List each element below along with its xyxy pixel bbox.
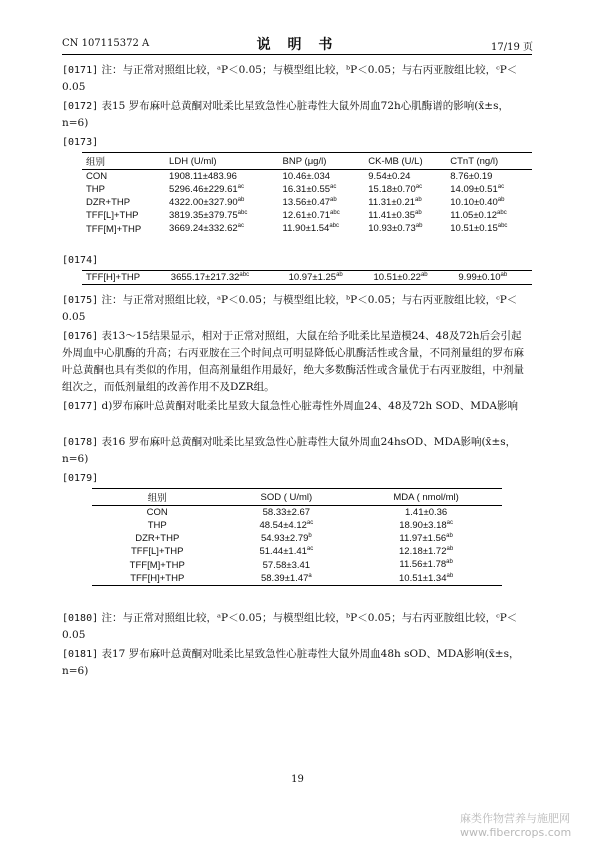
paragraph-0179 (62, 470, 98, 487)
significance-mark: ab (415, 210, 422, 217)
table-cell (82, 222, 165, 235)
table-cell (364, 209, 446, 222)
significance-mark: ac (237, 223, 245, 230)
table-cell (165, 183, 279, 196)
table-row (82, 271, 532, 285)
table-cell (82, 183, 165, 196)
cell-value: 15.18±0.70 (368, 184, 416, 196)
significance-mark: ac (306, 546, 314, 553)
cell-value: TFF[L]+THP (130, 546, 184, 558)
significance-mark: ab (330, 197, 337, 204)
table-row (92, 545, 502, 558)
significance-mark: abc (239, 272, 250, 278)
watermark-line1: 麻类作物营养与施肥网 (460, 812, 570, 825)
paragraph-tag: [0175] (62, 295, 99, 306)
paragraph-tag: [0180] (62, 613, 99, 624)
table-cell (92, 506, 222, 520)
table-row (82, 170, 532, 184)
cell-value: TFF[H]+THP (130, 572, 185, 584)
cell-value: 10.10±0.40 (450, 197, 498, 209)
table-row (92, 532, 502, 545)
paragraph-tag: [0179] (62, 473, 99, 484)
table-cell (350, 558, 502, 571)
cell-value: 4322.00±327.90 (169, 197, 238, 209)
cell-value: THP (147, 520, 167, 532)
cell-value: 12.61±0.71 (282, 210, 331, 222)
table-cell (82, 170, 165, 184)
table-15 (82, 152, 532, 236)
cell-value: 10.51±1.34 (399, 572, 447, 584)
cell-value: 18.90±3.18 (399, 520, 447, 532)
table-cell (82, 209, 165, 222)
significance-mark: ab (446, 572, 454, 579)
col-header: CK-MB (U/L) (368, 155, 423, 167)
table-cell (165, 170, 279, 184)
significance-mark: ac (330, 184, 337, 190)
col-header: 组别 (147, 493, 167, 504)
table-cell (364, 170, 446, 184)
table-cell (364, 183, 446, 196)
paragraph-tag: [0176] (62, 331, 99, 342)
watermark-line2: www.fibercrops.com (460, 826, 572, 839)
cell-value: 9.99±0.10 (458, 272, 501, 284)
paragraph-tag: [0172] (62, 101, 99, 112)
page-number: 19 (291, 774, 304, 785)
table-cell (165, 209, 279, 222)
table-cell (285, 271, 370, 285)
table-cell (446, 170, 532, 184)
table-cell (369, 271, 454, 285)
significance-mark: abc (497, 223, 508, 230)
col-header: LDH (U/ml) (169, 155, 217, 167)
table-row (82, 222, 532, 235)
paragraph-0174 (62, 252, 98, 269)
cell-value: 57.58±3.41 (262, 559, 311, 571)
cell-value: 16.31±0.55 (282, 184, 331, 196)
paragraph-0178 (62, 434, 532, 468)
paragraph-tag: [0178] (62, 437, 99, 448)
cell-value: 11.41±0.35 (368, 210, 416, 222)
significance-mark: ab (420, 272, 428, 278)
paragraph-0173 (62, 134, 98, 151)
watermark (460, 810, 571, 839)
significance-mark: ab (446, 546, 454, 553)
paragraph-tag: [0173] (62, 137, 99, 148)
table-cell (222, 545, 350, 558)
table-cell (446, 183, 532, 196)
significance-mark: abc (329, 223, 340, 230)
cell-value: 13.56±0.47 (282, 197, 331, 209)
significance-mark: abc (330, 210, 340, 217)
significance-mark: ac (415, 184, 423, 190)
col-header: SOD ( U/ml) (260, 491, 313, 503)
paragraph-0177 (62, 398, 532, 415)
significance-mark: ac (497, 184, 505, 190)
cell-value: TFF[L]+THP (86, 210, 139, 222)
cell-value: 1.41±0.36 (405, 507, 448, 518)
paragraph-0176 (62, 328, 532, 396)
cell-value: 58.33±2.67 (262, 507, 311, 518)
paragraph-text: d)罗布麻叶总黄酮对吡柔比星致大鼠急性心脏毒性外周血24、48及72h SOD、MDA影响 (101, 400, 518, 412)
cell-value: CON (146, 507, 168, 518)
significance-mark: ab (336, 272, 343, 278)
cell-value: 11.90±1.54 (282, 223, 330, 235)
paragraph-0180 (62, 610, 532, 644)
table-cell (279, 222, 365, 235)
table-cell (279, 170, 365, 184)
table-cell (222, 506, 350, 520)
paragraph-text: 注：与正常对照组比较，ᵃP＜0.05；与模型组比较，ᵇP＜0.05；与右丙亚胺组比较，ᶜP＜0.05 (62, 294, 518, 323)
table-cell (92, 572, 222, 586)
table-cell (350, 532, 502, 545)
table-cell (222, 572, 350, 586)
significance-mark: ab (415, 223, 423, 230)
table-cell (82, 271, 167, 285)
table-cell (364, 196, 446, 209)
paragraph-text: 注：与正常对照组比较，ᵃP＜0.05；与模型组比较，ᵇP＜0.05；与右丙亚胺组比较，ᶜP＜0.05 (62, 64, 518, 93)
table-row (82, 209, 532, 222)
table-caption: 表15 罗布麻叶总黄酮对吡柔比星致急性心脏毒性大鼠外周血72h心肌酶谱的影响(x̄±s，n=6) (62, 100, 509, 129)
table-15-continued (82, 270, 532, 285)
table-cell (279, 209, 365, 222)
significance-mark: ab (446, 559, 453, 566)
table-cell (222, 558, 350, 571)
significance-mark: abc (497, 210, 507, 217)
table-row (82, 196, 532, 209)
cell-value: THP (86, 184, 105, 196)
table-cell (350, 572, 502, 586)
cell-value: 8.76±0.19 (450, 171, 493, 182)
cell-value: 11.56±1.78 (399, 559, 447, 571)
significance-mark: ac (306, 520, 314, 526)
paragraph-tag: [0174] (62, 255, 99, 266)
table-cell (222, 532, 350, 545)
col-header: 组别 (86, 157, 106, 168)
table-16 (92, 488, 502, 586)
cell-value: 11.31±0.21 (368, 197, 416, 209)
cell-value: 12.18±1.72 (399, 546, 447, 558)
cell-value: 3819.35±379.75 (169, 210, 238, 222)
cell-value: CON (86, 171, 108, 182)
table-row (82, 183, 532, 196)
cell-value: 10.51±0.15 (450, 223, 498, 235)
cell-value: 11.97±1.56 (399, 533, 447, 545)
significance-mark: a (308, 572, 312, 579)
table-cell (165, 222, 279, 235)
table-cell (446, 209, 532, 222)
paragraph-text: 注：与正常对照组比较，ᵃP＜0.05；与模型组比较，ᵇP＜0.05；与右丙亚胺组比较，ᶜP＜0.05 (62, 612, 518, 641)
cell-value: 54.93±2.79 (260, 533, 309, 545)
significance-mark: ab (446, 533, 453, 540)
table-cell (350, 545, 502, 558)
cell-value: 10.51±0.22 (373, 272, 421, 284)
col-header: CTnT (ng/l) (450, 155, 499, 167)
table-row (92, 519, 502, 532)
table-cell (350, 519, 502, 532)
table-cell (92, 519, 222, 532)
table-cell (222, 519, 350, 532)
table-row (92, 558, 502, 571)
table-cell (92, 545, 222, 558)
table-row (92, 506, 502, 520)
table-cell (167, 271, 285, 285)
paragraph-0181 (62, 646, 532, 680)
cell-value: TFF[H]+THP (86, 272, 141, 284)
table-cell (446, 196, 532, 209)
table-cell (92, 558, 222, 571)
paragraph-tag: [0181] (62, 649, 99, 660)
table-cell (446, 222, 532, 235)
cell-value: 5296.46±229.61 (169, 184, 238, 196)
cell-value: 1908.11±483.96 (169, 171, 237, 182)
table-row (92, 572, 502, 586)
cell-value: DZR+THP (86, 197, 131, 209)
cell-value: 58.39±1.47 (260, 572, 309, 584)
significance-mark: ab (415, 197, 422, 204)
table-cell (454, 271, 532, 285)
significance-mark: abc (237, 210, 248, 217)
cell-value: TFF[M]+THP (86, 223, 142, 235)
paragraph-tag: [0171] (62, 65, 99, 76)
page-title: 说 明 书 (256, 37, 339, 53)
table-cell (165, 196, 279, 209)
cell-value: 48.54±4.12 (259, 520, 307, 532)
paragraph-0175 (62, 292, 532, 326)
table-cell (364, 222, 446, 235)
significance-mark: ab (497, 197, 505, 204)
cell-value: TFF[M]+THP (129, 559, 185, 571)
paragraph-0172 (62, 98, 532, 132)
table-cell (82, 196, 165, 209)
cell-value: 3669.24±332.62 (169, 223, 238, 235)
significance-mark: ab (500, 272, 508, 278)
page-indicator: 17/19 页 (491, 42, 533, 53)
table-caption: 表16 罗布麻叶总黄酮对吡柔比星致急性心脏毒性大鼠外周血24hsOD、MDA影响(x̄±s，n=6) (62, 436, 517, 465)
table-cell (92, 532, 222, 545)
cell-value: DZR+THP (135, 533, 180, 545)
paragraph-text: 表13～15结果显示，相对于正常对照组，大鼠在给予吡柔比星造模24、48及72h后会引起外周血中心肌酶的升高；右丙亚胺在三个时间点可明显降低心肌酶活性或含量，不同剂量组的罗布麻叶总黄酮也具有类似的作用，但高剂量组作用最好，绝大多数酶活性或含量优于右丙亚胺组，中剂量组次之，而低剂量组的改善作用不及DZR组。 (62, 330, 524, 393)
cell-value: 10.93±0.73 (368, 223, 416, 235)
cell-value: 10.46±.034 (282, 171, 331, 182)
paragraph-tag: [0177] (62, 401, 99, 412)
cell-value: 14.09±0.51 (450, 184, 498, 196)
cell-value: 3655.17±217.32 (170, 272, 240, 284)
col-header: MDA ( nmol/ml) (393, 491, 459, 503)
table-cell (279, 183, 365, 196)
cell-value: 9.54±0.24 (368, 171, 411, 182)
cell-value: 51.44±1.41 (259, 546, 307, 558)
table-caption: 表17 罗布麻叶总黄酮对吡柔比星致急性心脏毒性大鼠外周血48h sOD、MDA影响(x̄±s，n=6) (62, 648, 520, 677)
significance-mark: ac (446, 520, 454, 526)
table-cell (350, 506, 502, 520)
paragraph-0171 (62, 62, 532, 96)
significance-mark: ac (237, 184, 245, 190)
cell-value: 10.97±1.25 (288, 272, 337, 284)
header-rule (62, 54, 532, 55)
significance-mark: ab (237, 197, 245, 204)
patent-number: CN 107115372 A (62, 38, 150, 49)
table-cell (279, 196, 365, 209)
col-header: BNP (μg/l) (282, 155, 327, 167)
significance-mark: b (308, 533, 312, 540)
cell-value: 11.05±0.12 (450, 210, 498, 222)
